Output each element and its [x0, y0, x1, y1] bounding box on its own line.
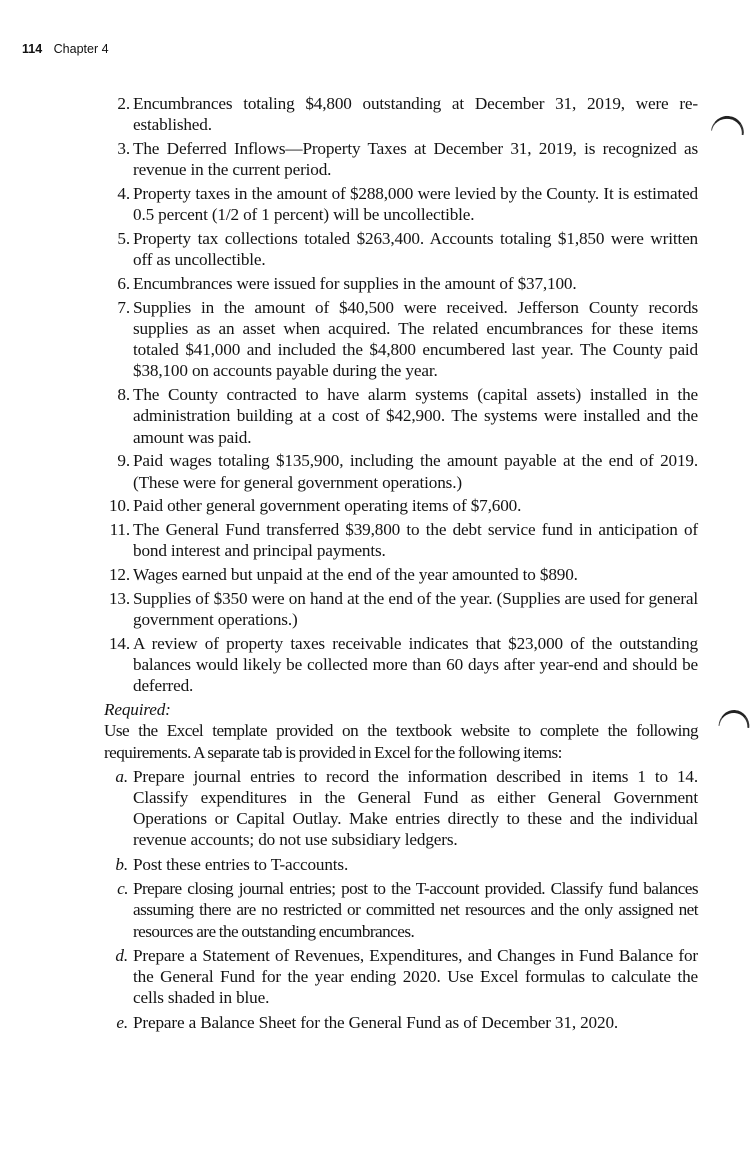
item-text: Property tax collections totaled $263,400. Accounts totaling $1,850 were written off as uncollectible.: [133, 229, 698, 270]
list-item: [104, 228, 698, 270]
requirements-list: [104, 766, 698, 1033]
page-curl-mark-icon: [718, 709, 750, 728]
requirement-letter: e.: [116, 1012, 128, 1032]
item-number: 4.: [117, 184, 130, 203]
item-text: A review of property taxes receivable indicates that $23,000 of the outstanding balances would likely be collected more than 60 days after year-end and should be deferred.: [133, 634, 698, 696]
item-text: Encumbrances totaling $4,800 outstanding at December 31, 2019, were re-established.: [133, 94, 698, 135]
list-item: [104, 633, 698, 697]
list-item: [104, 450, 698, 492]
requirement-letter: c.: [117, 879, 128, 899]
item-number: 12.: [108, 565, 130, 585]
item-text: Property taxes in the amount of $288,000 were levied by the County. It is estimated 0.5 percent (1/2 of 1 percent) will be uncollectible.: [133, 184, 698, 225]
requirement-text: Prepare journal entries to record the information described in items 1 to 14. Classify expenditures in the General Fund as either General Government Operations or Capital Outlay. Make entries directly to these and the individual revenue accounts; do not use subsidiary ledgers.: [133, 766, 698, 850]
item-number: 8.: [117, 385, 130, 405]
requirement-text: Post these entries to T-accounts.: [133, 854, 349, 874]
list-item: [104, 384, 698, 448]
page-curl-mark-icon: [711, 114, 746, 135]
item-number: 2.: [117, 94, 130, 113]
problem-text: [104, 93, 698, 1036]
chapter-title: Chapter 4: [53, 42, 109, 56]
item-number: 11.: [109, 520, 130, 540]
item-number: 3.: [117, 139, 130, 158]
required-intro: Use the Excel template provided on the textbook website to complete the following requirements. A separate tab is provided in Excel for the following items:: [104, 721, 698, 762]
requirement-text: Prepare a Balance Sheet for the General Fund as of December 31, 2020.: [133, 1012, 619, 1032]
item-text: Wages earned but unpaid at the end of the year amounted to $890.: [133, 565, 578, 585]
requirement-text: Prepare a Statement of Revenues, Expenditures, and Changes in Fund Balance for the General Fund for the year ending 2020. Use Excel formulas to calculate the cells shaded in blue.: [133, 946, 698, 1008]
item-text: The General Fund transferred $39,800 to the debt service fund in anticipation of bond interest and principal payments.: [133, 520, 698, 561]
item-number: 14.: [108, 634, 130, 653]
running-header: [22, 42, 109, 56]
requirement-letter: d.: [115, 946, 128, 965]
item-number: 13.: [108, 589, 130, 608]
item-number: 9.: [117, 451, 130, 471]
item-text: Supplies in the amount of $40,500 were received. Jefferson County records supplies as an asset when acquired. The related encumbrances for these items totaled $41,000 and included the $4,800 encumbered last year. The County paid $38,100 on accounts payable during the year.: [133, 297, 698, 381]
page-number: 114: [22, 42, 43, 56]
list-item: [104, 495, 698, 516]
list-item: [104, 273, 698, 294]
item-number: 10.: [108, 496, 130, 516]
item-text: Supplies of $350 were on hand at the end of the year. (Supplies are used for general government operations.): [133, 589, 698, 630]
list-item: [104, 93, 698, 135]
requirement-text: Prepare closing journal entries; post to the T-account provided. Classify fund balances assuming there are no restricted or committed net resources and the only assigned net resources are the outstanding encumbrances.: [133, 879, 698, 941]
item-text: Paid other general government operating items of $7,600.: [133, 496, 522, 516]
requirement-item: [104, 878, 698, 942]
requirement-item: [104, 766, 698, 851]
list-item: [104, 519, 698, 561]
required-heading: Required:: [104, 700, 171, 720]
item-number: 7.: [117, 297, 130, 317]
requirement-letter: a.: [115, 766, 128, 786]
list-item: [104, 588, 698, 630]
item-number: 6.: [117, 274, 130, 293]
item-text: The Deferred Inflows—Property Taxes at December 31, 2019, is recognized as revenue in the current period.: [133, 139, 698, 180]
requirement-item: [104, 1012, 698, 1033]
list-item: [104, 564, 698, 585]
numbered-items-list: [104, 93, 698, 697]
item-text: Paid wages totaling $135,900, including the amount payable at the end of 2019. (These were for general government operations.): [133, 451, 698, 492]
list-item: [104, 138, 698, 180]
list-item: [104, 297, 698, 382]
item-number: 5.: [117, 229, 130, 248]
requirement-item: [104, 945, 698, 1009]
item-text: Encumbrances were issued for supplies in the amount of $37,100.: [133, 274, 577, 293]
item-text: The County contracted to have alarm systems (capital assets) installed in the administration building at a cost of $42,900. The systems were installed and the amount was paid.: [133, 385, 698, 447]
list-item: [104, 183, 698, 225]
requirement-item: [104, 854, 698, 875]
requirement-letter: b.: [115, 854, 128, 874]
